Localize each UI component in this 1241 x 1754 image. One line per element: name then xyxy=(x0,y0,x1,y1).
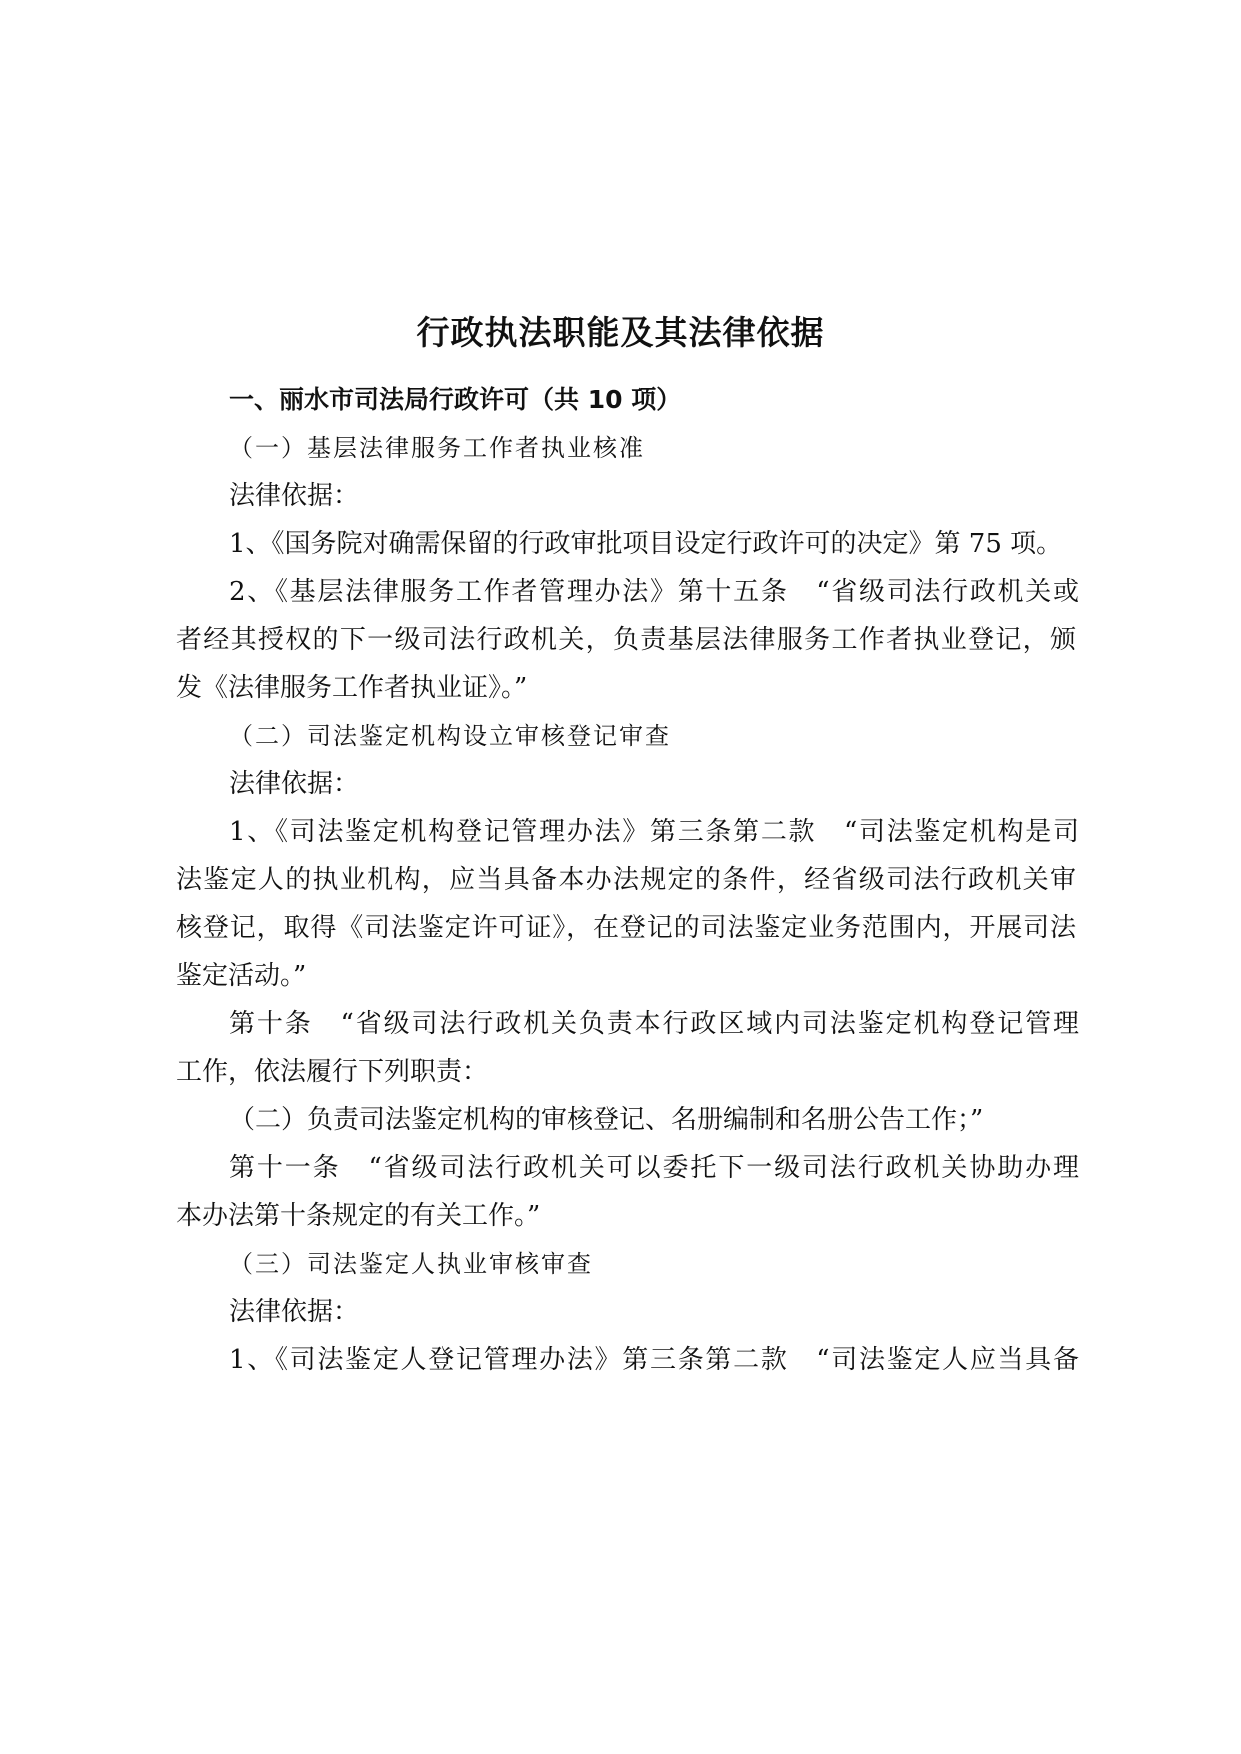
paragraph-line: （二）负责司法鉴定机构的审核登记、名册编制和名册公告工作；” xyxy=(229,1105,984,1135)
paragraph-line: 本办法第十条规定的有关工作。” xyxy=(176,1201,541,1231)
paragraph-line: 工作，依法履行下列职责： xyxy=(176,1057,489,1087)
legal-basis-label: 法律依据： xyxy=(229,769,360,799)
legal-basis-label: 法律依据： xyxy=(229,481,360,511)
document-title: 行政执法职能及其法律依据 xyxy=(416,313,825,352)
legal-basis-label: 法律依据： xyxy=(229,1297,360,1327)
subsection-heading: （三）司法鉴定人执业审核审查 xyxy=(229,1250,593,1278)
paragraph-line: 1、《国务院对确需保留的行政审批项目设定行政许可的决定》第 75 项。 xyxy=(229,529,1063,559)
paragraph-line: 1、《司法鉴定机构登记管理办法》第三条第二款 “司法鉴定机构是司 xyxy=(229,817,1079,847)
paragraph-line: 者经其授权的下一级司法行政机关，负责基层法律服务工作者执业登记，颁 xyxy=(176,625,1076,655)
paragraph-line: 法鉴定人的执业机构，应当具备本办法规定的条件，经省级司法行政机关审 xyxy=(176,865,1076,895)
paragraph-line: 2、《基层法律服务工作者管理办法》第十五条 “省级司法行政机关或 xyxy=(229,577,1079,607)
paragraph-line: 第十一条 “省级司法行政机关可以委托下一级司法行政机关协助办理 xyxy=(229,1153,1079,1183)
subsection-heading: （一）基层法律服务工作者执业核准 xyxy=(229,434,645,462)
paragraph-line: 鉴定活动。” xyxy=(176,961,307,991)
section-heading: 一、丽水市司法局行政许可（共 10 项） xyxy=(229,385,682,414)
paragraph-line: 核登记，取得《司法鉴定许可证》，在登记的司法鉴定业务范围内，开展司法 xyxy=(176,913,1076,943)
paragraph-line: 1、《司法鉴定人登记管理办法》第三条第二款 “司法鉴定人应当具备 xyxy=(229,1345,1079,1375)
paragraph-line: 发《法律服务工作者执业证》。” xyxy=(176,673,528,703)
paragraph-line: 第十条 “省级司法行政机关负责本行政区域内司法鉴定机构登记管理 xyxy=(229,1009,1079,1039)
subsection-heading: （二）司法鉴定机构设立审核登记审查 xyxy=(229,722,671,750)
